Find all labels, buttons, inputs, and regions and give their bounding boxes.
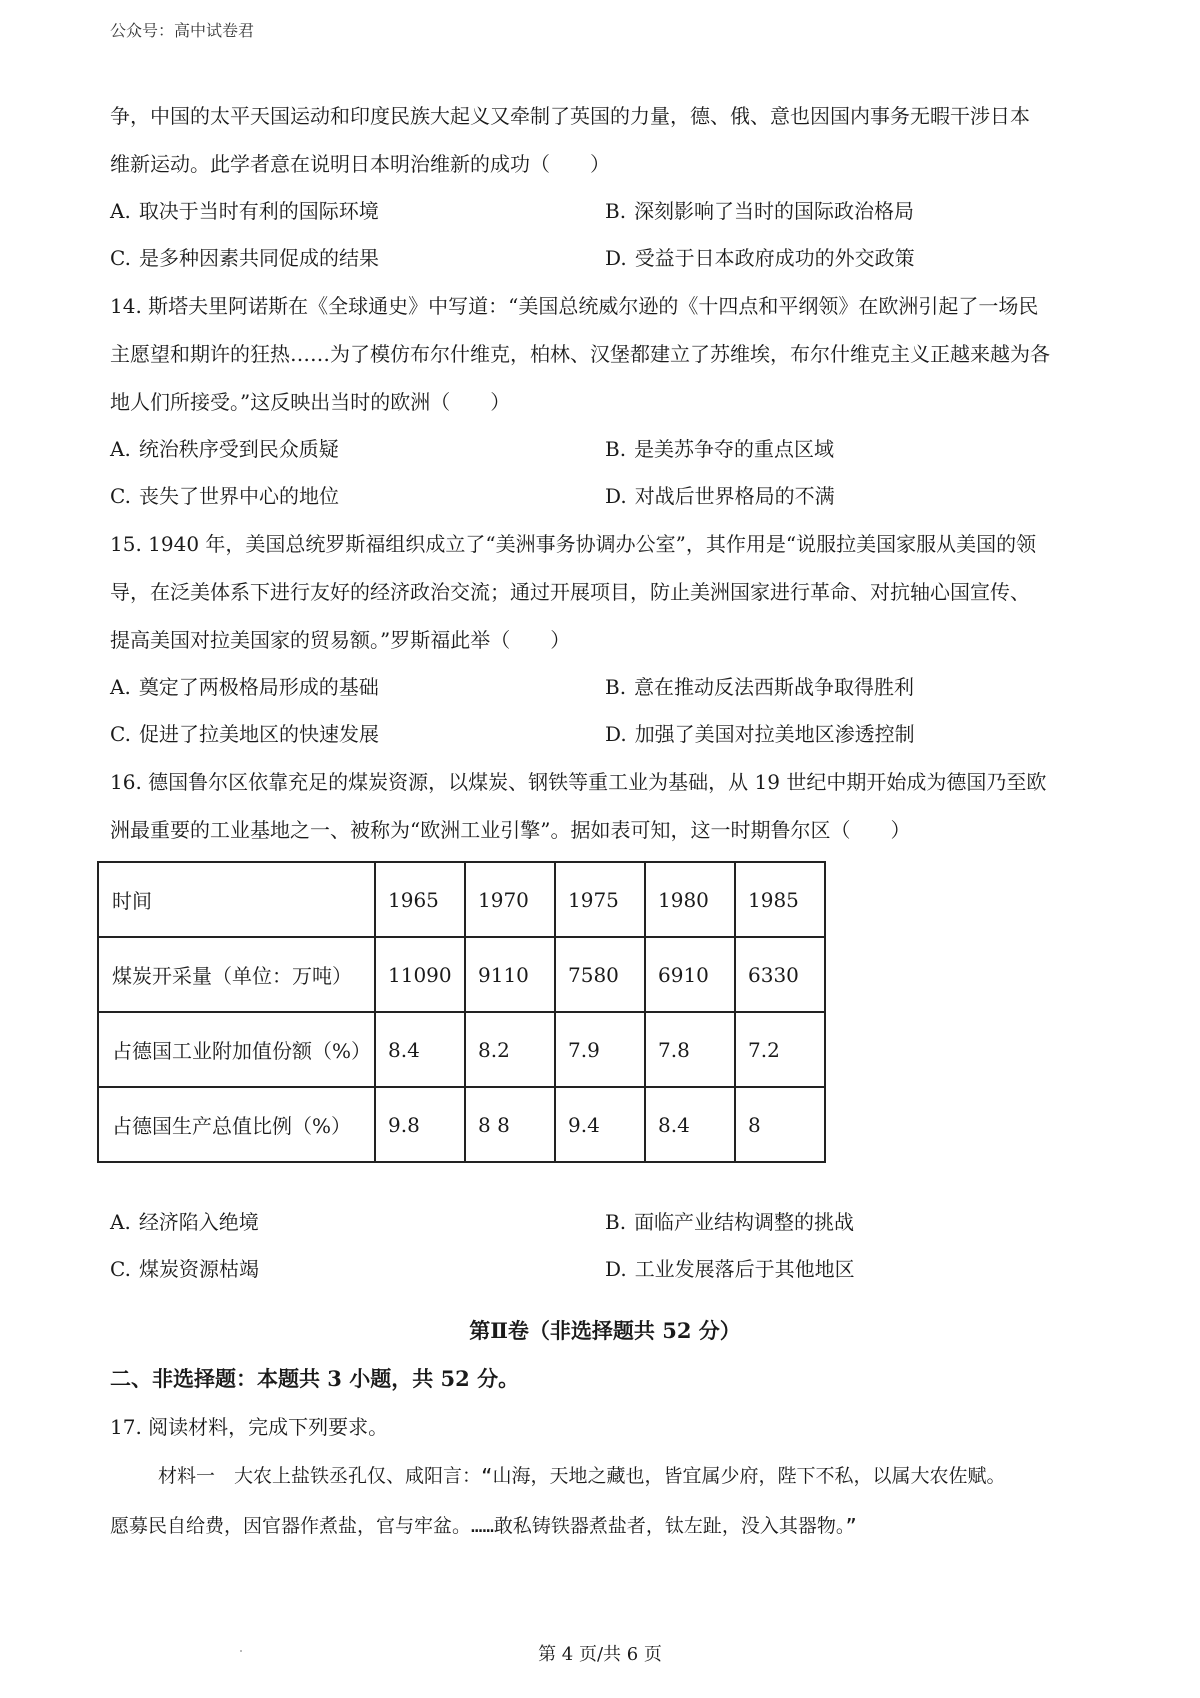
- q16-option-a[interactable]: A. 经济陷入绝境: [110, 1210, 259, 1234]
- q14-option-d[interactable]: D. 对战后世界格局的不满: [605, 484, 835, 508]
- q13-option-c[interactable]: C. 是多种因素共同促成的结果: [110, 246, 379, 270]
- table-row: [98, 862, 825, 937]
- q15-stem-line-1: 15. 1940 年，美国总统罗斯福组织成立了“美洲事务协调办公室”，其作用是“说服拉美国家服从美国的领: [110, 532, 1037, 556]
- ruhr-data-table: [97, 861, 826, 1163]
- q16-option-b[interactable]: B. 面临产业结构调整的挑战: [605, 1210, 855, 1234]
- q15-stem-line-2: 导，在泛美体系下进行友好的经济政治交流；通过开展项目，防止美洲国家进行革命、对抗轴心国宣传、: [110, 580, 1030, 604]
- q15-stem-line-3: 提高美国对拉美国家的贸易额。”罗斯福此举（ ）: [110, 628, 571, 652]
- page-content: [110, 92, 1100, 1551]
- material-1-line-1: 材料一 大农上盐铁丞孔仅、咸阳言：“山海，天地之藏也，皆宜属少府，陛下不私，以属大农佐赋。: [158, 1465, 1006, 1487]
- q17-stem: 17. 阅读材料，完成下列要求。: [110, 1415, 389, 1439]
- table-row: [98, 937, 825, 1012]
- q15-option-b[interactable]: B. 意在推动反法西斯战争取得胜利: [605, 675, 915, 699]
- q14-options: [110, 426, 1100, 520]
- q14-stem-line-1: 14. 斯塔夫里阿诺斯在《全球通史》中写道：“美国总统威尔逊的《十四点和平纲领》在欧洲引起了一场民: [110, 294, 1039, 318]
- page-footer: 第 4 页/共 6 页: [538, 1644, 662, 1665]
- question-13: [110, 92, 1100, 282]
- table-cell: 8 8: [465, 1087, 555, 1162]
- table-cell: 6910: [645, 937, 735, 1012]
- q13-stem-line-2: 维新运动。此学者意在说明日本明治维新的成功（ ）: [110, 152, 610, 176]
- q14-option-c[interactable]: C. 丧失了世界中心的地位: [110, 484, 339, 508]
- q15-option-a[interactable]: A. 奠定了两极格局形成的基础: [110, 675, 379, 699]
- q13-options: [110, 188, 1100, 282]
- q16-option-c[interactable]: C. 煤炭资源枯竭: [110, 1257, 259, 1281]
- q13-option-b[interactable]: B. 深刻影响了当时的国际政治格局: [605, 199, 915, 223]
- table-row-label: 占德国工业附加值份额（%）: [98, 1012, 375, 1087]
- question-15: [110, 520, 1100, 758]
- part-2-heading: 二、非选择题：本题共 3 小题，共 52 分。: [110, 1366, 520, 1391]
- table-cell: 7.8: [645, 1012, 735, 1087]
- q15-options: [110, 664, 1100, 758]
- table-cell: 8.2: [465, 1012, 555, 1087]
- table-cell: 1965: [375, 862, 465, 937]
- table-cell: 1985: [735, 862, 825, 937]
- table-cell: 1970: [465, 862, 555, 937]
- table-cell: 1980: [645, 862, 735, 937]
- q13-option-d[interactable]: D. 受益于日本政府成功的外交政策: [605, 246, 915, 270]
- q16-stem-line-2: 洲最重要的工业基地之一、被称为“欧洲工业引擎”。据如表可知，这一时期鲁尔区（ ）: [110, 818, 911, 842]
- table-row-label: 煤炭开采量（单位：万吨）: [98, 937, 375, 1012]
- part-2-title: 第Ⅱ卷（非选择题共 52 分）: [469, 1318, 741, 1343]
- table-row-label: 时间: [98, 862, 375, 937]
- table-cell: 7580: [555, 937, 645, 1012]
- q16-option-d[interactable]: D. 工业发展落后于其他地区: [605, 1257, 855, 1281]
- q16-options: [110, 1199, 1100, 1293]
- q13-option-a[interactable]: A. 取决于当时有利的国际环境: [110, 199, 379, 223]
- q14-option-a[interactable]: A. 统治秩序受到民众质疑: [110, 437, 339, 461]
- part-2: [110, 1307, 1100, 1551]
- table-cell: 8.4: [645, 1087, 735, 1162]
- table-cell: 9.8: [375, 1087, 465, 1162]
- table-cell: 7.2: [735, 1012, 825, 1087]
- table-cell: 9.4: [555, 1087, 645, 1162]
- q14-stem-line-3: 地人们所接受。”这反映出当时的欧洲（ ）: [110, 390, 511, 414]
- material-1-line-2: 愿募民自给费，因官器作煮盐，官与牢盆。……敢私铸铁器煮盐者，钛左趾，没入其器物。”: [110, 1515, 857, 1537]
- table-cell: 8: [735, 1087, 825, 1162]
- table-cell: 6330: [735, 937, 825, 1012]
- q14-stem-line-2: 主愿望和期许的狂热……为了模仿布尔什维克，柏林、汉堡都建立了苏维埃，布尔什维克主义正越来越为各: [110, 342, 1050, 366]
- question-14: [110, 282, 1100, 520]
- table-cell: 9110: [465, 937, 555, 1012]
- table-row: [98, 1087, 825, 1162]
- table-cell: 1975: [555, 862, 645, 937]
- table-cell: 7.9: [555, 1012, 645, 1087]
- q13-stem-line-1: 争，中国的太平天国运动和印度民族大起义又牵制了英国的力量，德、俄、意也因国内事务无暇干涉日本: [110, 104, 1030, 128]
- q15-option-c[interactable]: C. 促进了拉美地区的快速发展: [110, 722, 379, 746]
- question-16: [110, 758, 1100, 1293]
- q14-option-b[interactable]: B. 是美苏争夺的重点区域: [605, 437, 835, 461]
- table-row: [98, 1012, 825, 1087]
- q16-stem-line-1: 16. 德国鲁尔区依靠充足的煤炭资源，以煤炭、钢铁等重工业为基础，从 19 世纪中期开始成为德国乃至欧: [110, 770, 1047, 794]
- table-cell: 11090: [375, 937, 465, 1012]
- table-cell: 8.4: [375, 1012, 465, 1087]
- q15-option-d[interactable]: D. 加强了美国对拉美地区渗透控制: [605, 722, 915, 746]
- table-row-label: 占德国生产总值比例（%）: [98, 1087, 375, 1162]
- page-header: 公众号：高中试卷君: [110, 21, 255, 40]
